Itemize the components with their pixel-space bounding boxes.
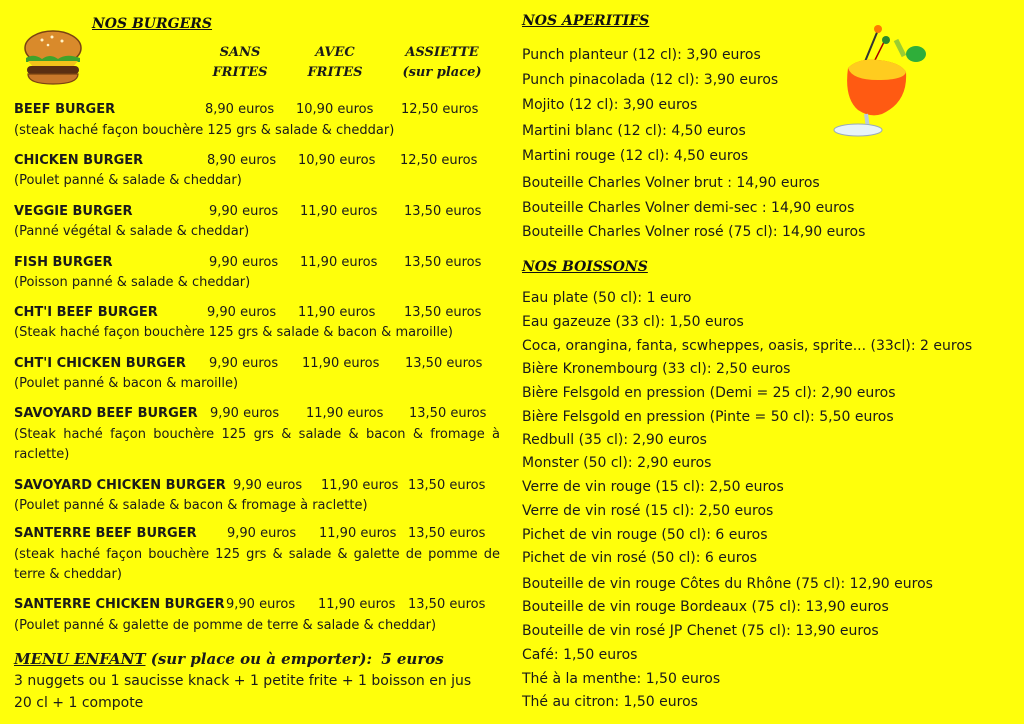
boissons-title: NOS BOISSONS	[522, 259, 648, 275]
burger-description: (Panné végétal & salade & cheddar)	[14, 224, 250, 239]
kids-menu-heading	[14, 650, 444, 668]
boisson-item: Bouteille de vin rosé JP Chenet (75 cl): 13,90 euros	[522, 623, 879, 639]
price-assiette: 13,50 euros	[409, 406, 487, 421]
column-header-line: AVEC	[315, 45, 355, 60]
price-assiette: 12,50 euros	[400, 153, 478, 168]
aperitif-item: Bouteille Charles Volner demi-sec : 14,90 euros	[522, 200, 855, 216]
boisson-item: Bière Felsgold en pression (Demi = 25 cl): 2,90 euros	[522, 385, 896, 401]
price-assiette: 12,50 euros	[401, 102, 479, 117]
burger-description: (Poisson panné & salade & cheddar)	[14, 275, 251, 290]
price-sans-frites: 8,90 euros	[207, 153, 277, 168]
burgers-title: NOS BURGERS	[92, 16, 213, 32]
burger-description: (steak haché façon bouchère 125 grs & salade & galette de pomme de terre & cheddar)	[14, 547, 500, 582]
price-assiette: 13,50 euros	[405, 356, 483, 371]
burger-name: VEGGIE BURGER	[14, 204, 133, 219]
price-sans-frites: 9,90 euros	[210, 406, 280, 421]
price-sans-frites: 9,90 euros	[227, 526, 297, 541]
burger-name: CHICKEN BURGER	[14, 153, 144, 168]
price-avec-frites: 11,90 euros	[306, 406, 384, 421]
burger-name: CHT'I BEEF BURGER	[14, 305, 158, 320]
aperitif-item: Punch pinacolada (12 cl): 3,90 euros	[522, 72, 779, 88]
price-avec-frites: 11,90 euros	[300, 204, 378, 219]
column-header-line: (sur place)	[402, 65, 482, 80]
price-avec-frites: 11,90 euros	[302, 356, 380, 371]
kids-menu-subtitle: (sur place ou à emporter):	[150, 650, 372, 668]
price-assiette: 13,50 euros	[408, 526, 486, 541]
price-avec-frites: 10,90 euros	[298, 153, 376, 168]
boisson-item: Redbull (35 cl): 2,90 euros	[522, 432, 707, 448]
aperitif-item: Mojito (12 cl): 3,90 euros	[522, 97, 698, 113]
boisson-item: Monster (50 cl): 2,90 euros	[522, 455, 712, 471]
boisson-item: Coca, orangina, fanta, scwheppes, oasis, sprite... (33cl): 2 euros	[522, 338, 973, 354]
burger-description: (Poulet panné & salade & cheddar)	[14, 173, 242, 188]
burger-description: (steak haché façon bouchère 125 grs & salade & cheddar)	[14, 123, 395, 138]
price-assiette: 13,50 euros	[404, 305, 482, 320]
price-avec-frites: 11,90 euros	[300, 255, 378, 270]
burger-name: FISH BURGER	[14, 255, 113, 270]
column-header-assiette	[392, 43, 492, 83]
column-header-line: FRITES	[307, 65, 363, 80]
price-sans-frites: 9,90 euros	[209, 204, 279, 219]
burger-description: (Steak haché façon bouchère 125 grs & salade & bacon & maroille)	[14, 325, 453, 340]
price-avec-frites: 11,90 euros	[298, 305, 376, 320]
burger-description: (Poulet panné & galette de pomme de terre & salade & cheddar)	[14, 618, 437, 633]
price-avec-frites: 11,90 euros	[321, 478, 399, 493]
column-header-line: ASSIETTE	[405, 45, 479, 60]
kids-menu-line: 3 nuggets ou 1 saucisse knack + 1 petite frite + 1 boisson en jus	[14, 673, 472, 689]
boisson-item: Bière Felsgold en pression (Pinte = 50 cl): 5,50 euros	[522, 409, 894, 425]
boisson-item: Verre de vin rosé (15 cl): 2,50 euros	[522, 503, 774, 519]
boisson-item: Pichet de vin rouge (50 cl): 6 euros	[522, 527, 768, 543]
price-assiette: 13,50 euros	[408, 478, 486, 493]
price-sans-frites: 9,90 euros	[226, 597, 296, 612]
burger-name: SANTERRE BEEF BURGER	[14, 526, 197, 541]
boisson-item: Café: 1,50 euros	[522, 647, 638, 663]
price-avec-frites: 11,90 euros	[318, 597, 396, 612]
aperitifs-title: NOS APERITIFS	[522, 13, 650, 29]
boisson-item: Eau gazeuze (33 cl): 1,50 euros	[522, 314, 744, 330]
kids-menu-price: 5 euros	[381, 650, 444, 668]
column-header-line: FRITES	[212, 65, 268, 80]
burger-name: SANTERRE CHICKEN BURGER	[14, 597, 225, 612]
price-avec-frites: 11,90 euros	[319, 526, 397, 541]
boisson-item: Pichet de vin rosé (50 cl): 6 euros	[522, 550, 758, 566]
boisson-item: Eau plate (50 cl): 1 euro	[522, 290, 692, 306]
column-header-line: SANS	[219, 45, 261, 60]
aperitif-item: Bouteille Charles Volner brut : 14,90 euros	[522, 175, 820, 191]
price-sans-frites: 8,90 euros	[205, 102, 275, 117]
price-assiette: 13,50 euros	[404, 204, 482, 219]
boisson-item: Thé au citron: 1,50 euros	[522, 694, 698, 710]
column-header-sans-frites	[200, 43, 280, 83]
price-assiette: 13,50 euros	[404, 255, 482, 270]
price-sans-frites: 9,90 euros	[209, 356, 279, 371]
burger-description: (Poulet panné & bacon & maroille)	[14, 376, 239, 391]
burger-name: CHT'I CHICKEN BURGER	[14, 356, 186, 371]
price-sans-frites: 9,90 euros	[207, 305, 277, 320]
burger-name: SAVOYARD CHICKEN BURGER	[14, 478, 226, 493]
kids-menu-title: MENU ENFANT	[14, 650, 146, 668]
cocktail-icon	[818, 22, 928, 142]
price-assiette: 13,50 euros	[408, 597, 486, 612]
price-sans-frites: 9,90 euros	[233, 478, 303, 493]
price-sans-frites: 9,90 euros	[209, 255, 279, 270]
boisson-item: Bouteille de vin rouge Côtes du Rhône (75 cl): 12,90 euros	[522, 576, 933, 592]
aperitif-item: Bouteille Charles Volner rosé (75 cl): 14,90 euros	[522, 224, 866, 240]
burger-description: (Poulet panné & salade & bacon & fromage à raclette)	[14, 498, 368, 513]
burger-name: BEEF BURGER	[14, 102, 116, 117]
column-header-avec-frites	[295, 43, 375, 83]
burger-name: SAVOYARD BEEF BURGER	[14, 406, 198, 421]
boisson-item: Verre de vin rouge (15 cl): 2,50 euros	[522, 479, 784, 495]
burger-description: (Steak haché façon bouchère 125 grs & salade & bacon & fromage à raclette)	[14, 427, 500, 462]
kids-menu-description	[14, 670, 514, 714]
kids-menu-line: 20 cl + 1 compote	[14, 695, 144, 711]
price-avec-frites: 10,90 euros	[296, 102, 374, 117]
aperitif-item: Martini rouge (12 cl): 4,50 euros	[522, 148, 749, 164]
burger-icon	[22, 28, 84, 86]
boisson-item: Thé à la menthe: 1,50 euros	[522, 671, 721, 687]
boisson-item: Bouteille de vin rouge Bordeaux (75 cl): 13,90 euros	[522, 599, 889, 615]
boisson-item: Bière Kronembourg (33 cl): 2,50 euros	[522, 361, 791, 377]
aperitif-item: Punch planteur (12 cl): 3,90 euros	[522, 47, 761, 63]
aperitif-item: Martini blanc (12 cl): 4,50 euros	[522, 123, 746, 139]
